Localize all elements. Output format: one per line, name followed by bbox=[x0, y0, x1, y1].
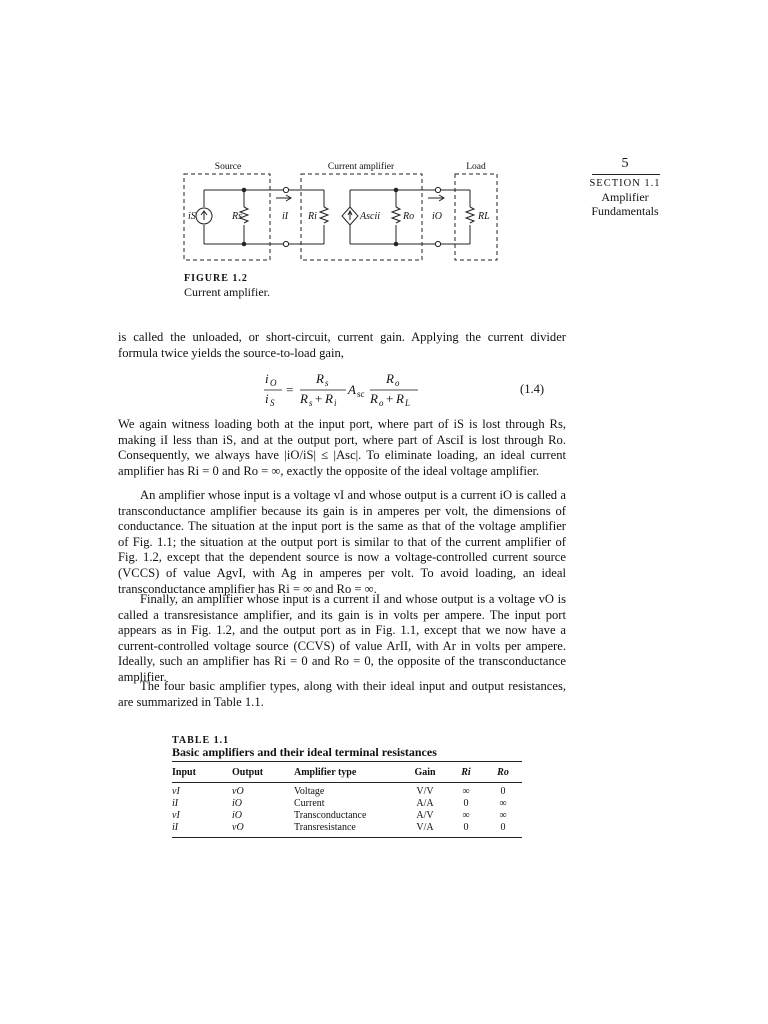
paragraph-1: is called the unloaded, or short-circuit, current gain. Applying the current divider formula twice yields the source-to-load gain, bbox=[118, 330, 566, 360]
cell-type: Voltage bbox=[294, 786, 325, 797]
table-row bbox=[172, 810, 522, 822]
asc-label: Ascii bbox=[360, 211, 380, 222]
section-label: SECTION 1.1 bbox=[589, 178, 661, 189]
cell-input: vI bbox=[172, 810, 180, 821]
cell-gain: V/A bbox=[402, 822, 448, 838]
svg-text:o: o bbox=[379, 398, 384, 408]
svg-text:i: i bbox=[265, 371, 269, 386]
svg-text:i: i bbox=[334, 398, 337, 408]
cell-output: vO bbox=[232, 822, 294, 838]
ro-label: Ro bbox=[403, 211, 415, 222]
svg-text:sc: sc bbox=[357, 389, 365, 399]
svg-text:R: R bbox=[300, 391, 308, 406]
svg-text:O: O bbox=[270, 378, 277, 388]
section-title: Amplifier Fundamentals bbox=[591, 190, 659, 218]
paragraph-4: Finally, an amplifier whose input is a current iI and whose output is a voltage vO is called a transresistance amplifier, and its gain is in volts per ampere. The input port appears as in Fig. 1.2, and the output port as in Fig. 1.1, except that we now have a current-controlled voltage source (CCVS) of value ArII, with Ar in volts per ampere. Ideally, such an amplifier has Ri = 0 and Ro = 0, the opposite of the transconductance amplifier. bbox=[118, 592, 566, 684]
cell-ro: 0 bbox=[500, 786, 506, 797]
svg-text:R: R bbox=[386, 371, 394, 386]
paragraph-3: An amplifier whose input is a voltage vI and whose output is a current iO is called a transconductance amplifier because its gain is in amperes per volt, the dimensions of conductance. The situation at the input port is the same as that of the voltage amplifier of Fig. 1.1; the situation at the output port is similar to that of the current amplifier of Fig. 1.2, except that the dependent source is now a voltage-controlled current source (VCCS) of value AgvI, with Ag in amperes per volt. To avoid loading, an ideal transconductance amplifier has Ri = ∞ and Ro = ∞. bbox=[118, 488, 566, 596]
svg-text:i: i bbox=[265, 391, 269, 406]
figure-number: FIGURE 1.2 bbox=[184, 273, 248, 284]
cell-ro: 0 bbox=[484, 822, 522, 838]
header-amplifier-type: Amplifier type bbox=[294, 762, 402, 783]
table-row bbox=[172, 822, 522, 838]
rs-label: Rs bbox=[232, 211, 242, 222]
table-number: TABLE 1.1 bbox=[172, 735, 230, 746]
cell-output: vO bbox=[232, 786, 244, 797]
svg-text:R: R bbox=[325, 391, 333, 406]
amplifier-table bbox=[172, 761, 522, 838]
figure-caption: Current amplifier. bbox=[184, 285, 270, 299]
cell-type: Transresistance bbox=[294, 822, 402, 838]
paragraph-5: The four basic amplifier types, along with their ideal input and output resistances, are summarized in Table 1.1. bbox=[118, 679, 566, 709]
svg-text:L: L bbox=[405, 398, 411, 408]
svg-text:A: A bbox=[348, 382, 356, 397]
cell-output: iO bbox=[232, 798, 242, 809]
load-label: Load bbox=[466, 162, 486, 172]
table-title: Basic amplifiers and their ideal terminal resistances bbox=[172, 745, 437, 759]
equation-number: (1.4) bbox=[520, 382, 545, 396]
header-ro: Ro bbox=[484, 762, 522, 783]
svg-text:R: R bbox=[370, 391, 378, 406]
table-header-row bbox=[172, 762, 522, 783]
header-gain: Gain bbox=[402, 762, 448, 783]
ii-label: iI bbox=[282, 211, 289, 222]
svg-text:+: + bbox=[315, 391, 323, 406]
page-number: 5 bbox=[621, 156, 629, 171]
io-label: iO bbox=[432, 211, 442, 222]
cell-gain: A/V bbox=[416, 810, 434, 821]
cell-input: iI bbox=[172, 798, 179, 809]
rl-label: RL bbox=[478, 211, 490, 222]
cell-ri: ∞ bbox=[462, 786, 470, 797]
svg-text:o: o bbox=[395, 378, 400, 388]
svg-text:s: s bbox=[309, 398, 313, 408]
is-label: iS bbox=[188, 211, 196, 222]
source-label: Source bbox=[214, 162, 242, 172]
header-input: Input bbox=[172, 762, 232, 783]
cell-ri: 0 bbox=[463, 798, 469, 809]
cell-input: vI bbox=[172, 786, 180, 797]
svg-text:S: S bbox=[270, 398, 275, 408]
svg-text:R: R bbox=[316, 371, 324, 386]
header-output: Output bbox=[232, 762, 294, 783]
current-amplifier-circuit bbox=[180, 156, 510, 272]
cell-gain: A/A bbox=[416, 798, 434, 809]
svg-text:=: = bbox=[286, 382, 294, 397]
equation-1-4 bbox=[118, 368, 566, 412]
svg-text:R: R bbox=[396, 391, 404, 406]
cell-type: Transconductance bbox=[294, 810, 367, 821]
amplifier-label: Current amplifier bbox=[327, 162, 395, 172]
header-ri: Ri bbox=[448, 762, 484, 783]
cell-gain: V/V bbox=[416, 786, 434, 797]
cell-ri: 0 bbox=[448, 822, 484, 838]
cell-input: iI bbox=[172, 822, 232, 838]
margin-rule bbox=[592, 174, 660, 175]
cell-ri: ∞ bbox=[462, 810, 470, 821]
cell-ro: ∞ bbox=[499, 798, 507, 809]
table-row bbox=[172, 798, 522, 810]
paragraph-2: We again witness loading both at the input port, where part of iS is lost through Rs, making iI less than iS, and at the output port, where part of AsciI is lost through Ro. Consequently, we always have |iO/iS| ≤ |Asc|. To eliminate loading, an ideal current amplifier has Ri = 0 and Ro = ∞, exactly the opposite of the ideal voltage amplifier. bbox=[118, 417, 566, 478]
svg-text:s: s bbox=[325, 378, 329, 388]
cell-output: iO bbox=[232, 810, 242, 821]
table-row bbox=[172, 783, 522, 799]
cell-ro: ∞ bbox=[499, 810, 507, 821]
ri-label: Ri bbox=[308, 211, 317, 222]
svg-text:+: + bbox=[386, 391, 394, 406]
cell-type: Current bbox=[294, 798, 325, 809]
